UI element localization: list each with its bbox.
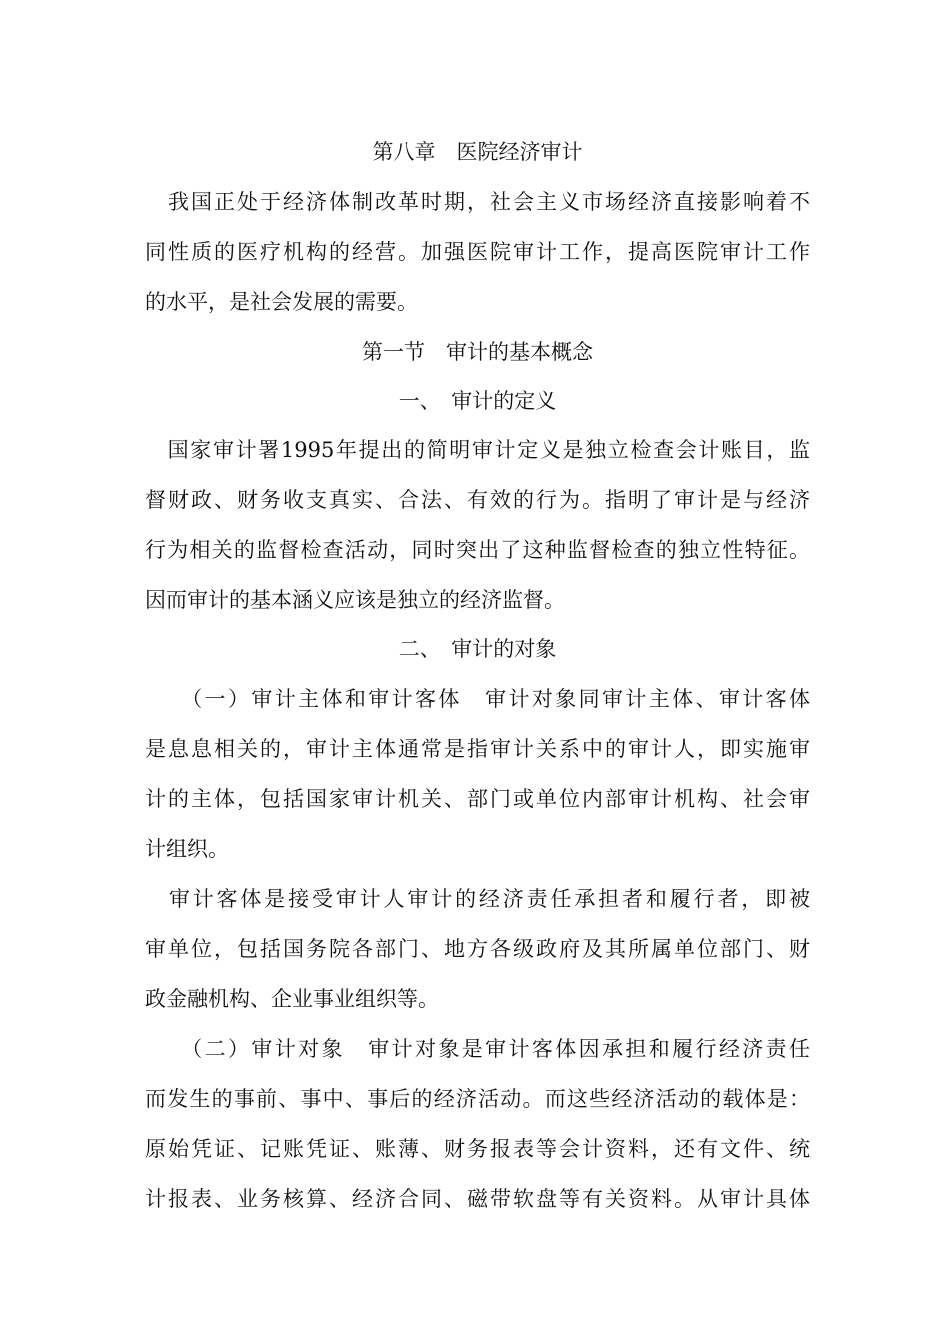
definition-line-1: 国家审计署1995年提出的简明审计定义是独立检查会计账目，监: [145, 438, 810, 462]
definition-line-2: 督财政、财务收支真实、合法、有效的行为。指明了审计是与经济: [145, 488, 810, 512]
intro-line-2: 同性质的医疗机构的经营。加强医院审计工作，提高医院审计工作: [145, 240, 810, 264]
intro-line-3: 的水平，是社会发展的需要。: [145, 290, 418, 314]
audit-object-line-1: （二）审计对象 审计对象是审计客体因承担和履行经济责任: [145, 1037, 810, 1061]
heading-definition: 一、 审计的定义: [398, 389, 557, 413]
subject-object-line-3: 计的主体，包括国家审计机关、部门或单位内部审计机构、社会审: [145, 787, 810, 811]
definition-line-4: 因而审计的基本涵义应该是独立的经济监督。: [145, 588, 565, 612]
audited-party-line-2: 审单位，包括国务院各部门、地方各级政府及其所属单位部门、财: [145, 937, 810, 961]
chapter-title: 第八章 医院经济审计: [372, 140, 583, 164]
subject-object-line-1: （一）审计主体和审计客体 审计对象同审计主体、审计客体: [145, 687, 810, 711]
heading-object: 二、 审计的对象: [398, 637, 557, 661]
audited-party-line-1: 审计客体是接受审计人审计的经济责任承担者和履行者，即被: [145, 887, 810, 911]
audit-object-line-3: 原始凭证、记账凭证、账薄、财务报表等会计资料，还有文件、统: [145, 1137, 810, 1161]
definition-line-3: 行为相关的监督检查活动，同时突出了这种监督检查的独立性特征。: [145, 538, 810, 562]
audit-object-line-2: 而发生的事前、事中、事后的经济活动。而这些经济活动的载体是：: [145, 1087, 810, 1111]
audit-object-line-4: 计报表、业务核算、经济合同、磁带软盘等有关资料。从审计具体: [145, 1187, 810, 1211]
subject-object-line-4: 计组织。: [145, 837, 229, 861]
section-title: 第一节 审计的基本概念: [362, 340, 593, 364]
subject-object-line-2: 是息息相关的，审计主体通常是指审计关系中的审计人，即实施审: [145, 737, 810, 761]
audited-party-line-3: 政金融机构、企业事业组织等。: [145, 987, 439, 1011]
intro-line-1: 我国正处于经济体制改革时期，社会主义市场经济直接影响着不: [145, 190, 810, 214]
